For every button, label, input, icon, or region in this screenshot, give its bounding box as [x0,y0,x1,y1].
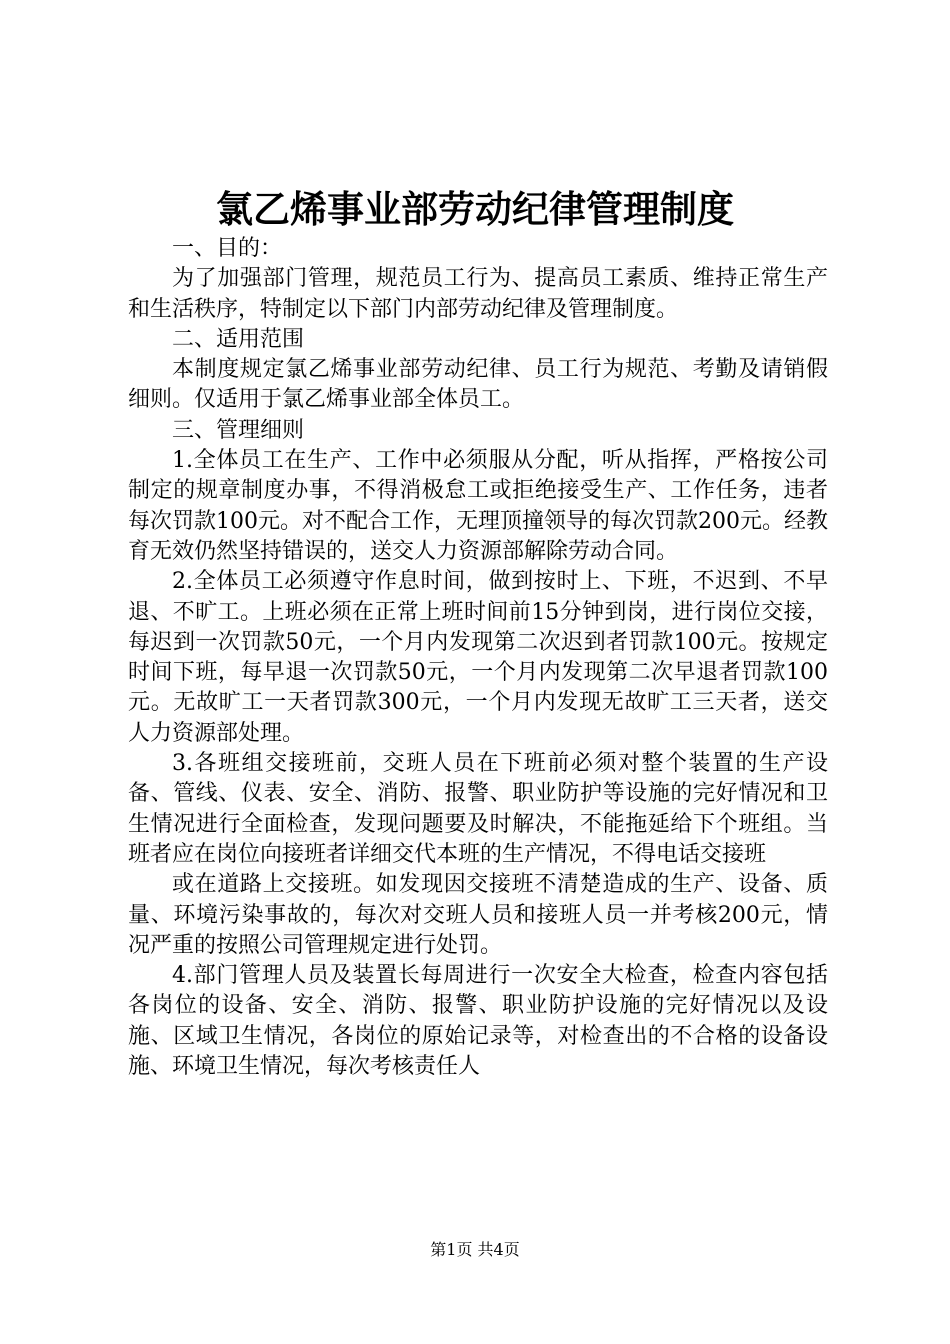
paragraph-rule-2: 2.全体员工必须遵守作息时间，做到按时上、下班，不迟到、不早退、不旷工。上班必须在正常上班时间前15分钟到岗，进行岗位交接，每迟到一次罚款50元，一个月内发现第二次迟到者罚款100元。按规定时间下班，每早退一次罚款50元，一个月内发现第二次早退者罚款100元。无故旷工一天者罚款300元，一个月内发现无故旷工三天者，送交人力资源部处理。 [128,569,828,746]
paragraph-rule-3: 3.各班组交接班前，交班人员在下班前必须对整个装置的生产设备、管线、仪表、安全、消防、报警、职业防护等设施的完好情况和卫生情况进行全面检查，发现问题要及时解决，不能拖延给下个班组。当班者应在岗位向接班者详细交代本班的生产情况，不得电话交接班 [128,751,828,867]
section-heading-scope: 二、适用范围 [172,326,305,352]
section-heading-purpose: 一、目的： [172,236,283,261]
paragraph-scope: 本制度规定氯乙烯事业部劳动纪律、员工行为规范、考勤及请销假细则。仅适用于氯乙烯事业部全体员工。 [128,357,828,413]
document-title: 氯乙烯事业部劳动纪律管理制度 [216,187,734,231]
paragraph-purpose: 为了加强部门管理，规范员工行为、提高员工素质、维持正常生产和生活秩序，特制定以下部门内部劳动纪律及管理制度。 [128,266,828,322]
section-heading-rules: 三、管理细则 [172,417,305,443]
paragraph-rule-1: 1.全体员工在生产、工作中必须服从分配，听从指挥，严格按公司制定的规章制度办事，不得消极怠工或拒绝接受生产、工作任务，违者每次罚款100元。对不配合工作，无理顶撞领导的每次罚款200元。经教育无效仍然坚持错误的，送交人力资源部解除劳动合同。 [128,448,828,564]
page-footer: 第1页 共4页 [430,1240,520,1259]
paragraph-rule-3-continued: 或在道路上交接班。如发现因交接班不清楚造成的生产、设备、质量、环境污染事故的，每次对交班人员和接班人员一并考核200元，情况严重的按照公司管理规定进行处罚。 [128,872,828,958]
paragraph-rule-4: 4.部门管理人员及装置长每周进行一次安全大检查，检查内容包括各岗位的设备、安全、消防、报警、职业防护设施的完好情况以及设施、区域卫生情况，各岗位的原始记录等，对检查出的不合格的设备设施、环境卫生情况，每次考核责任人 [128,963,828,1080]
document-body [128,234,828,1082]
